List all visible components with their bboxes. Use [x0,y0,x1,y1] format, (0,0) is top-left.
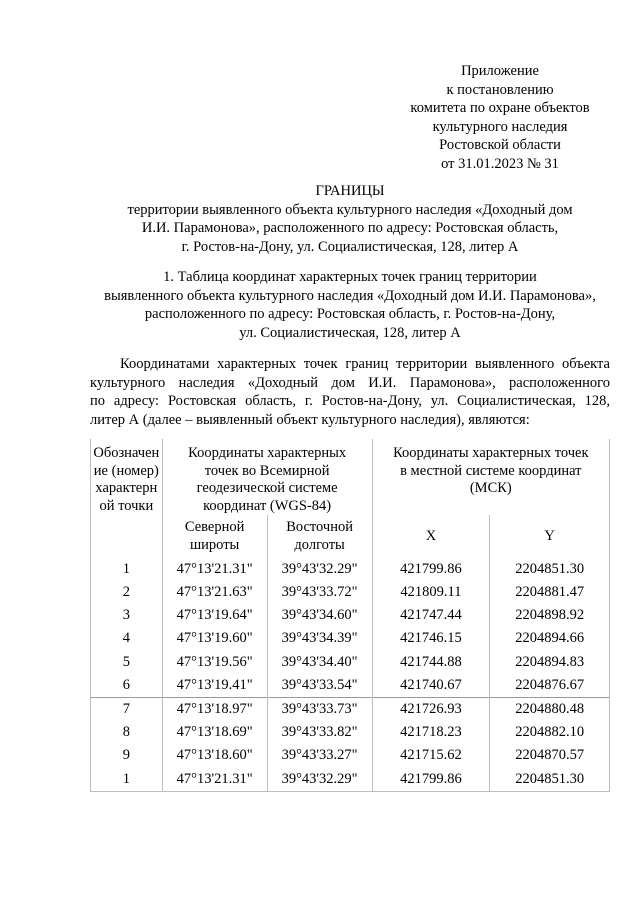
caption-line: расположенного по адресу: Ростовская область, г. Ростов-на-Дону, [144,306,556,323]
cell-point: 1 [91,768,163,792]
cell-lat: 47°13'19.56" [162,651,267,674]
cell-lat: 47°13'18.69" [162,721,267,744]
cell-lon: 39°43'34.60" [267,604,372,627]
cell-y: 2204881.47 [490,581,610,604]
cell-y: 2204870.57 [490,745,610,768]
cell-lat: 47°13'19.64" [162,604,267,627]
caption-line: ул. Социалистическая, 128, литер А [239,324,461,341]
cell-point: 6 [91,674,163,698]
table-row [91,558,610,581]
cell-lat: 47°13'21.31" [162,768,267,792]
cell-x: 421744.88 [372,651,490,674]
cell-x: 421746.15 [372,628,490,651]
cell-lon: 39°43'32.29" [267,558,372,581]
heading-line: И.И. Парамонова», расположенного по адресу: Ростовская область, [141,220,559,237]
paragraph-line: литер А (далее – выявленный объект культурного наследия), являются: [90,411,530,428]
cell-lon: 39°43'33.54" [267,674,372,698]
caption-line: выявленного объекта культурного наследия «Доходный дом И.И. Парамонова», [104,287,596,304]
cell-y: 2204880.48 [490,698,610,722]
intro-paragraph [90,355,610,429]
cell-lon: 39°43'34.40" [267,651,372,674]
cell-lat: 47°13'18.97" [162,698,267,722]
cell-point: 2 [91,581,163,604]
appendix-line: к постановлению [446,81,554,98]
cell-y: 2204894.83 [490,651,610,674]
cell-lat: 47°13'19.60" [162,628,267,651]
cell-point: 4 [91,628,163,651]
cell-x: 421799.86 [372,558,490,581]
header-latitude: Северной широты [162,515,267,558]
cell-x: 421715.62 [372,745,490,768]
appendix-block [380,62,620,174]
cell-point: 3 [91,604,163,627]
cell-point: 5 [91,651,163,674]
header-msk: Координаты характерных точек в местной системе координат (МСК) [372,439,609,515]
cell-lat: 47°13'18.60" [162,745,267,768]
appendix-line: культурного наследия [432,118,568,135]
cell-point: 7 [91,698,163,722]
cell-y: 2204876.67 [490,674,610,698]
heading-line: г. Ростов-на-Дону, ул. Социалистическая, 128, литер А [181,238,519,255]
table-header-row [91,439,610,515]
header-x: X [372,515,490,558]
table-subheader-row [91,515,610,558]
cell-x: 421726.93 [372,698,490,722]
header-y: Y [490,515,610,558]
appendix-line: Приложение [461,63,539,79]
caption-line: 1. Таблица координат характерных точек границ территории [163,269,537,285]
cell-point: 8 [91,721,163,744]
paragraph-line: Координатами характерных точек границ территории выявленного объекта [120,356,610,372]
table-row [91,768,610,792]
cell-y: 2204894.66 [490,628,610,651]
cell-lat: 47°13'19.41" [162,674,267,698]
cell-x: 421740.67 [372,674,490,698]
cell-x: 421718.23 [372,721,490,744]
paragraph-line: культурного наследия «Доходный дом И.И. Парамонова», расположенного [90,374,610,391]
table-row [91,674,610,698]
header-wgs84: Координаты характерных точек во Всемирной геодезической системе координат (WGS-84) [162,439,372,515]
appendix-line: от 31.01.2023 № 31 [441,155,559,172]
appendix-line: комитета по охране объектов [410,100,590,117]
cell-lat: 47°13'21.63" [162,581,267,604]
cell-y: 2204851.30 [490,558,610,581]
cell-x: 421747.44 [372,604,490,627]
cell-x: 421809.11 [372,581,490,604]
table-row [91,698,610,722]
paragraph-line: по адресу: Ростовская область, г. Ростов-на-Дону, ул. Социалистическая, 128, [90,393,610,410]
table-row [91,628,610,651]
cell-point: 1 [91,558,163,581]
coordinates-table [90,439,610,792]
cell-point: 9 [91,745,163,768]
header-longitude: Восточной долготы [267,515,372,558]
header-point-number: Обозначение (номер) характерной точки [91,439,163,558]
cell-x: 421799.86 [372,768,490,792]
table-caption [70,268,630,342]
cell-lon: 39°43'34.39" [267,628,372,651]
document-heading [70,182,630,256]
heading-line: территории выявленного объекта культурного наследия «Доходный дом [127,201,573,218]
table-row [91,745,610,768]
document-title: ГРАНИЦЫ [315,183,385,199]
cell-lon: 39°43'32.29" [267,768,372,792]
table-row [91,651,610,674]
table-row [91,581,610,604]
table-row [91,721,610,744]
cell-lon: 39°43'33.72" [267,581,372,604]
cell-y: 2204882.10 [490,721,610,744]
cell-lon: 39°43'33.82" [267,721,372,744]
cell-lon: 39°43'33.73" [267,698,372,722]
cell-lat: 47°13'21.31" [162,558,267,581]
appendix-line: Ростовской области [439,137,561,154]
table-row [91,604,610,627]
cell-y: 2204898.92 [490,604,610,627]
cell-y: 2204851.30 [490,768,610,792]
cell-lon: 39°43'33.27" [267,745,372,768]
